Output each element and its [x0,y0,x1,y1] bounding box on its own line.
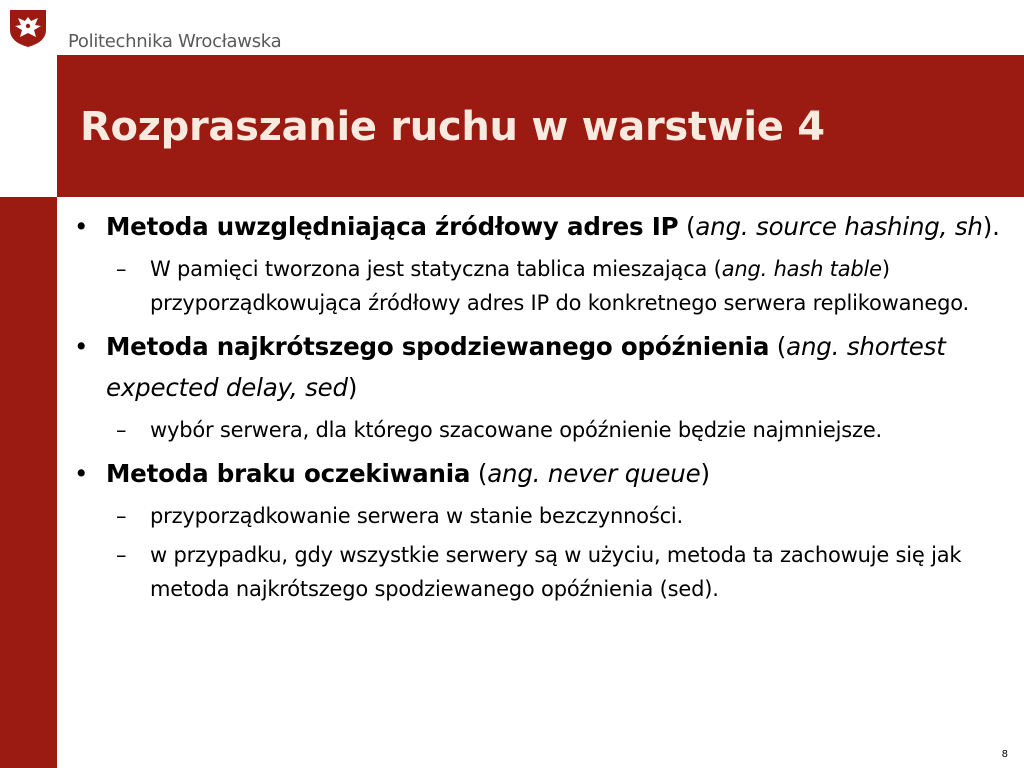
sub-item [64,413,1000,447]
dash-marker: – [116,504,127,528]
item-ang-label: ang. [695,212,749,241]
sub-item-text: wybór serwera, dla którego szacowane opóźnienie będzie najmniejsze. [150,418,883,442]
dash-marker: – [116,418,127,442]
item-english-term: shortest expected delay, sed [106,332,946,402]
item-ang-label: ang. [487,459,541,488]
item-english-term: source hashing, sh [756,212,983,241]
sub-english-term: hash table [773,257,882,281]
bullet-item [64,206,1000,247]
item-ang-label: ang. [786,332,840,361]
item-open-paren: ( [769,332,787,361]
sub-ang-label: ang. [721,257,768,281]
sub-item-text: przyporządkowanie serwera w stanie bezczynności. [150,504,684,528]
bullet-marker: • [74,459,89,488]
header-corner [0,55,57,197]
sub-item [64,499,1000,533]
sub-item [64,252,1000,320]
item-heading: Metoda uwzględniająca źródłowy adres IP [106,212,679,241]
item-open-paren: ( [678,212,696,241]
bullet-item [64,326,1000,408]
logo-box [0,0,57,55]
dash-marker: – [116,257,127,281]
item-space [540,459,548,488]
item-open-paren: ( [470,459,488,488]
university-name: Politechnika Wrocławska [68,31,282,52]
sub-item-text: w przypadku, gdy wszystkie serwery są w użyciu, metoda ta zachowuje się jak metoda najkrótszego spodziewanego opóźnienia (sed). [150,543,962,601]
item-heading: Metoda braku oczekiwania [106,459,471,488]
item-english-term: never queue [547,459,701,488]
item-heading: Metoda najkrótszego spodziewanego opóźnienia [106,332,770,361]
item-close-paren: ). [982,212,1000,241]
item-space [748,212,756,241]
sub-item [64,538,1000,606]
item-space [839,332,847,361]
bullet-marker: • [74,332,89,361]
dash-marker: – [116,543,127,567]
page-number: 8 [1001,749,1008,760]
sub-item-text: W pamięci tworzona jest statyczna tablica mieszająca ( [150,257,722,281]
slide-content [64,206,1000,606]
eagle-crest-icon [8,8,48,48]
sub-item-text-cont: ) przyporządkowująca źródłowy adres IP do konkretnego serwera replikowanego. [150,257,969,315]
bullet-marker: • [74,212,89,241]
bullet-item [64,453,1000,494]
page-title: Rozpraszanie ruchu w warstwie 4 [80,104,825,150]
item-close-paren: ) [347,373,358,402]
item-close-paren: ) [700,459,710,488]
